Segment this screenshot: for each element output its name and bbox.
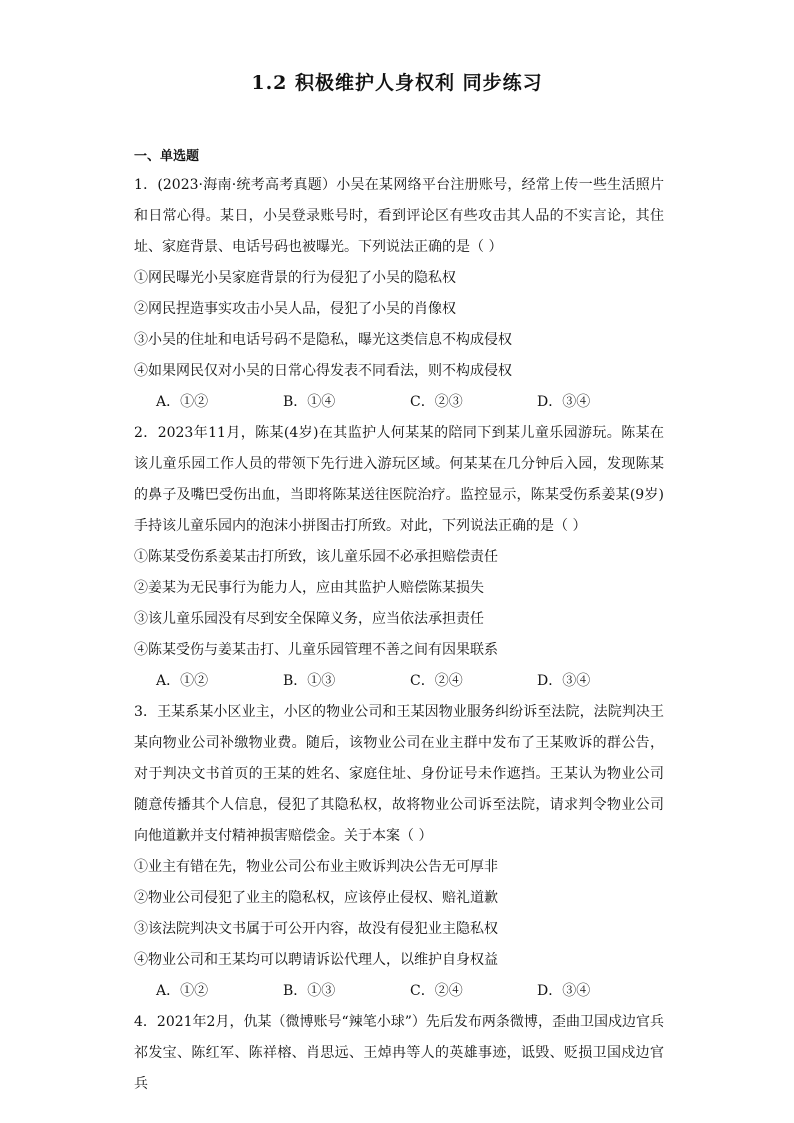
choice-a: A．①②	[156, 673, 209, 689]
statement: ①陈某受伤系姜某击打所致，该儿童乐园不必承担赔偿责任	[134, 549, 498, 565]
choice-b: B．①③	[283, 673, 336, 689]
question-list	[134, 170, 664, 1100]
question-stem: 3．王某系某小区业主，小区的物业公司和王某因物业服务纠纷诉至法院，法院判决王某向物业公司补缴物业费。随后，该物业公司在业主群中发布了王某败诉的群公告，对于判决文书首页的王某的姓名、家庭住址、身份证号未作遮挡。王某认为物业公司随意传播其个人信息，侵犯了其隐私权，故将物业公司诉至法院，请求判令物业公司向他道歉并支付精神损害赔偿金。关于本案（ ）	[134, 704, 664, 844]
question-1	[134, 170, 664, 418]
statement: ①业主有错在先，物业公司公布业主败诉判决公告无可厚非	[134, 859, 498, 875]
question-3	[134, 697, 664, 1007]
choice-a: A．①②	[156, 394, 209, 410]
statement: ②网民捏造事实攻击小吴人品，侵犯了小吴的肖像权	[134, 301, 456, 317]
choice-b: B．①③	[283, 983, 336, 999]
statement: ③该法院判决文书属于可公开内容，故没有侵犯业主隐私权	[134, 921, 498, 937]
section-heading: 一、单选题	[134, 149, 200, 164]
choice-a: A．①②	[156, 983, 209, 999]
statement: ④物业公司和王某均可以聘请诉讼代理人，以维护自身权益	[134, 952, 498, 968]
question-stem: 1．(2023·海南·统考高考真题）小吴在某网络平台注册账号，经常上传一些生活照片和日常心得。某日，小吴登录账号时，看到评论区有些攻击其人品的不实言论，其住址、家庭背景、电话号码也被曝光。下列说法正确的是（ ）	[134, 177, 664, 255]
statement: ④陈某受伤与姜某击打、儿童乐园管理不善之间有因果联系	[134, 642, 498, 658]
choice-c: C．②③	[410, 394, 463, 410]
choice-d: D．③④	[537, 673, 591, 689]
question-2	[134, 418, 664, 697]
choice-c: C．②④	[410, 983, 463, 999]
statement: ②物业公司侵犯了业主的隐私权，应该停止侵权、赔礼道歉	[134, 890, 498, 906]
choice-b: B．①④	[283, 394, 336, 410]
statement: ③该儿童乐园没有尽到安全保障义务，应当依法承担责任	[134, 611, 484, 627]
question-stem: 4．2021年2月，仇某（微博账号“辣笔小球”）先后发布两条微博，歪曲卫国戍边官兵祁发宝、陈红军、陈祥榕、肖思远、王焯冉等人的英雄事迹，诋毁、贬损卫国戍边官兵	[134, 1014, 664, 1092]
statement: ③小吴的住址和电话号码不是隐私，曝光这类信息不构成侵权	[134, 332, 512, 348]
answer-choices	[134, 976, 664, 1007]
answer-choices	[134, 387, 664, 418]
document-title: 1.2 积极维护人身权利 同步练习	[251, 72, 543, 94]
question-stem: 2．2023年11月，陈某(4岁)在其监护人何某某的陪同下到某儿童乐园游玩。陈某在该儿童乐园工作人员的带领下先行进入游玩区域。何某某在几分钟后入园，发现陈某的鼻子及嘴巴受伤出血，当即将陈某送往医院治疗。监控显示，陈某受伤系姜某(9岁)手持该儿童乐园内的泡沫小拼图击打所致。对此，下列说法正确的是（ ）	[134, 425, 664, 534]
statement: ②姜某为无民事行为能力人，应由其监护人赔偿陈某损失	[134, 580, 484, 596]
statement: ④如果网民仅对小吴的日常心得发表不同看法，则不构成侵权	[134, 363, 512, 379]
choice-d: D．③④	[537, 394, 591, 410]
question-4	[134, 1007, 664, 1100]
choice-c: C．②④	[410, 673, 463, 689]
choice-d: D．③④	[537, 983, 591, 999]
statement: ①网民曝光小吴家庭背景的行为侵犯了小吴的隐私权	[134, 270, 456, 286]
answer-choices	[134, 666, 664, 697]
